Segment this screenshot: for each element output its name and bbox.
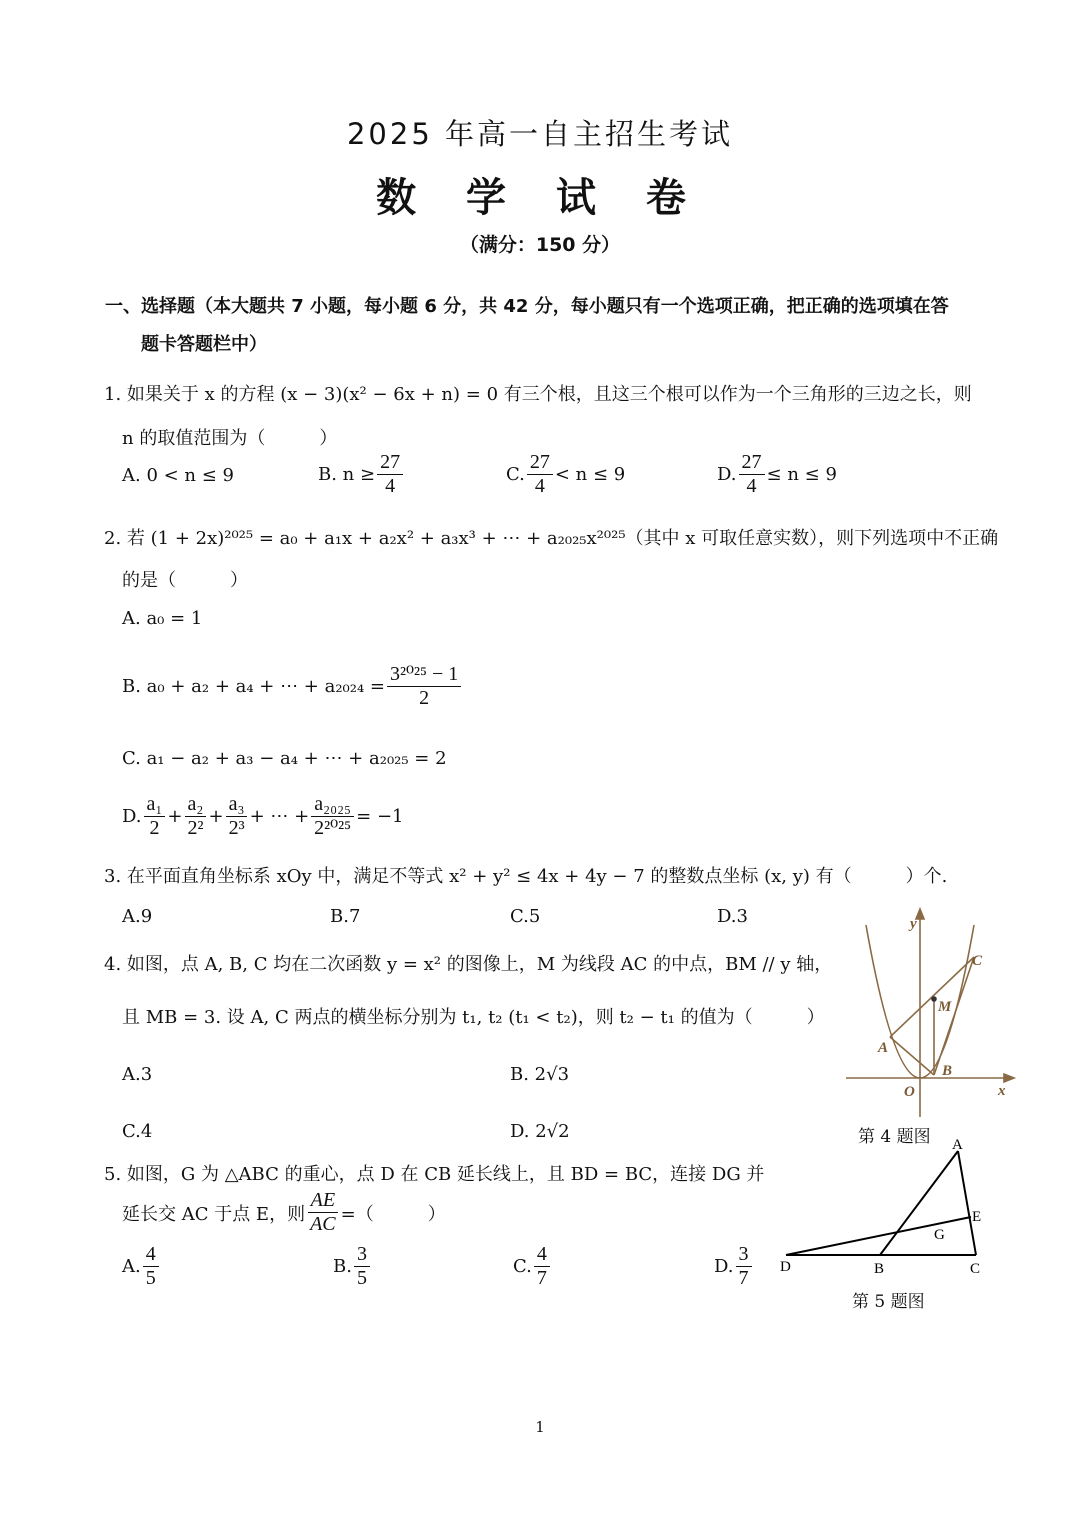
fraction-denominator: 4 [534, 475, 545, 497]
q1-stem-cont: n 的取值范围为（ ） [122, 428, 338, 449]
fraction-denominator: 7 [738, 1267, 749, 1289]
q2-option-d-label: D. [122, 806, 142, 827]
q1-option-a: A. 0 < n ≤ 9 [122, 465, 234, 486]
fig5-label-d: D [780, 1259, 791, 1275]
fraction-numerator: a₃ [226, 794, 248, 817]
q5-option-a [122, 1244, 161, 1289]
q5-stem-end: =（ ） [340, 1203, 446, 1225]
segment-bc [934, 957, 974, 1075]
x-axis-arrow [1004, 1074, 1014, 1082]
q1-option-d [717, 452, 837, 497]
q2-option-c: C. a₁ − a₂ + a₃ − a₄ + ⋯ + a₂₀₂₅ = 2 [122, 748, 447, 769]
q4-option-a: A.3 [122, 1064, 153, 1085]
q3-stem: 3. 在平面直角坐标系 xOy 中，满足不等式 x² + y² ≤ 4x + 4y − 7 的整数点坐标 (x, y) 有（ ）个. [104, 866, 948, 887]
fig5-label-b: B [874, 1261, 885, 1277]
fraction-denominator: 4 [746, 475, 757, 497]
q1-option-b-label: B. n ≥ [318, 464, 376, 485]
q5-stem: 5. 如图，G 为 △ABC 的重心，点 D 在 CB 延长线上，且 BD = BC，连接 DG 并 [104, 1164, 765, 1185]
fig4-label-c: C [972, 953, 983, 969]
exam-subject: 数 学 试 卷 [376, 175, 704, 221]
fig4-label-a: A [878, 1040, 889, 1056]
fraction-numerator: a₁ [144, 794, 166, 817]
fraction-numerator: a₂₀₂₅ [311, 794, 354, 817]
fraction-denominator: 5 [145, 1267, 156, 1289]
segment-ac [958, 1151, 976, 1255]
fraction-denominator: 7 [536, 1267, 547, 1289]
fraction-numerator: a₂ [185, 794, 207, 817]
fraction-denominator: 2²⁰²⁵ [314, 817, 352, 839]
section-heading: 一、选择题（本大题共 7 小题，每小题 6 分，共 42 分，每小题只有一个选项正确，把正确的选项填在答 [105, 296, 949, 317]
q5-option-b-label: B. [333, 1256, 352, 1277]
fig4-label-m: M [938, 999, 952, 1015]
q5-figure-caption: 第 5 题图 [852, 1292, 925, 1312]
fraction-numerator: 3 [354, 1244, 370, 1267]
q1-option-c-rest: < n ≤ 9 [554, 464, 626, 485]
q5-option-c-label: C. [513, 1256, 532, 1277]
fig5-label-c: C [970, 1261, 981, 1277]
q1-option-d-fraction [739, 452, 765, 497]
fraction-denominator: 2² [187, 817, 204, 839]
section-heading-cont: 题卡答题栏中） [141, 334, 267, 355]
q1-option-c-label: C. [506, 464, 525, 485]
q2-option-d: D. $\frac{\text{a₁}}{2}$ + $\frac{\text{a₂}}{\text{2²}}$ + $\frac{\text{a₃}}{\text{2³}}$ + ⋯ + $\frac{\text{a₂₀₂₅}}{\text{2²⁰²⁵}}$ = −1 [122, 793, 404, 839]
fig4-label-b: B [942, 1063, 953, 1079]
q2-option-a: A. a₀ = 1 [122, 608, 203, 629]
q5-stem-cont [122, 1190, 446, 1235]
q2-option-b [122, 664, 463, 709]
q1-option-d-rest: ≤ n ≤ 9 [766, 464, 837, 485]
segment-ac [890, 957, 974, 1037]
q3-option-a: A.9 [122, 906, 153, 927]
q3-option-c: C.5 [510, 906, 541, 927]
q5-option-d-fraction [736, 1244, 752, 1289]
fraction-numerator: 3²⁰²⁵ − 1 [387, 664, 461, 687]
q1-option-c-fraction [527, 452, 553, 497]
q5-option-c-fraction [534, 1244, 550, 1289]
fraction-denominator: 5 [356, 1267, 367, 1289]
fraction-numerator: 4 [534, 1244, 550, 1267]
segment-ab [890, 1037, 934, 1075]
q2-option-d-term-3 [226, 794, 248, 839]
fraction-denominator: 4 [385, 475, 396, 497]
q2-stem: 2. 若 (1 + 2x)²⁰²⁵ = a₀ + a₁x + a₂x² + a₃x³ + ⋯ + a₂₀₂₅x²⁰²⁵（其中 x 可取任意实数），则下列选项中不正确 [104, 528, 999, 549]
fraction-numerator: 4 [143, 1244, 159, 1267]
fig5-label-a: A [952, 1137, 963, 1153]
q4-option-c: C.4 [122, 1121, 153, 1142]
page-number: 1 [535, 1418, 545, 1436]
fig5-label-e: E [972, 1209, 982, 1225]
q2-stem-cont: 的是（ ） [122, 570, 248, 591]
fraction-numerator: 27 [377, 452, 403, 475]
q3-option-d: D.3 [717, 906, 748, 927]
fraction-numerator: 27 [527, 452, 553, 475]
fig4-label-o: O [904, 1084, 915, 1100]
exam-title: 2025 年高一自主招生考试 [346, 117, 734, 151]
q2-option-b-expr: B. a₀ + a₂ + a₄ + ⋯ + a₂₀₂₄ = [122, 676, 386, 697]
q1-option-b [318, 452, 405, 497]
q4-figure [838, 905, 1028, 1120]
q1-option-d-label: D. [717, 464, 737, 485]
q5-option-d-label: D. [714, 1256, 734, 1277]
q4-option-d: D. 2√2 [510, 1121, 570, 1142]
q5-ratio-fraction [307, 1190, 339, 1235]
fraction-numerator: 27 [739, 452, 765, 475]
fraction-denominator: 2 [149, 817, 160, 839]
q4-stem: 4. 如图，点 A, B, C 均在二次函数 y = x² 的图像上，M 为线段 AC 的中点，BM // y 轴， [104, 954, 833, 975]
q5-option-a-fraction [143, 1244, 159, 1289]
q5-option-d [714, 1244, 754, 1289]
q4-figure-caption: 第 4 题图 [858, 1127, 931, 1147]
fraction-numerator: AE [308, 1190, 338, 1213]
q5-stem-text: 延长交 AC 于点 E，则 [122, 1203, 306, 1225]
full-score: （满分：150 分） [459, 234, 621, 256]
fig4-label-x: x [998, 1083, 1006, 1099]
q2-option-b-fraction [387, 664, 461, 709]
q5-option-b-fraction [354, 1244, 370, 1289]
q2-option-d-rest: = −1 [356, 806, 404, 827]
q5-option-a-label: A. [122, 1256, 141, 1277]
q3-option-b: B.7 [330, 906, 361, 927]
q1-option-c [506, 452, 625, 497]
q1-option-b-fraction [377, 452, 403, 497]
q4-stem-cont: 且 MB = 3. 设 A, C 两点的横坐标分别为 t₁, t₂ (t₁ < t₂)，则 t₂ − t₁ 的值为（ ） [122, 1007, 825, 1028]
fraction-numerator: 3 [736, 1244, 752, 1267]
y-axis-arrow [916, 909, 924, 919]
q5-figure [770, 1135, 995, 1280]
q2-option-d-term-2 [184, 794, 206, 839]
fig4-label-y: y [910, 916, 917, 932]
fraction-denominator: 2 [419, 687, 430, 709]
q4-option-b: B. 2√3 [510, 1064, 570, 1085]
q1-stem: 1. 如果关于 x 的方程 (x − 3)(x² − 6x + n) = 0 有三个根，且这三个根可以作为一个三角形的三边之长，则 [104, 384, 972, 405]
fraction-denominator: 2³ [228, 817, 245, 839]
point-m [931, 996, 937, 1002]
fraction-denominator: AC [310, 1213, 336, 1235]
q5-option-c [513, 1244, 552, 1289]
q2-option-d-term-1 [144, 794, 166, 839]
q5-option-b [333, 1244, 372, 1289]
fig5-label-g: G [934, 1227, 945, 1243]
q2-option-d-term-last [311, 794, 354, 839]
segment-ab [880, 1151, 958, 1255]
